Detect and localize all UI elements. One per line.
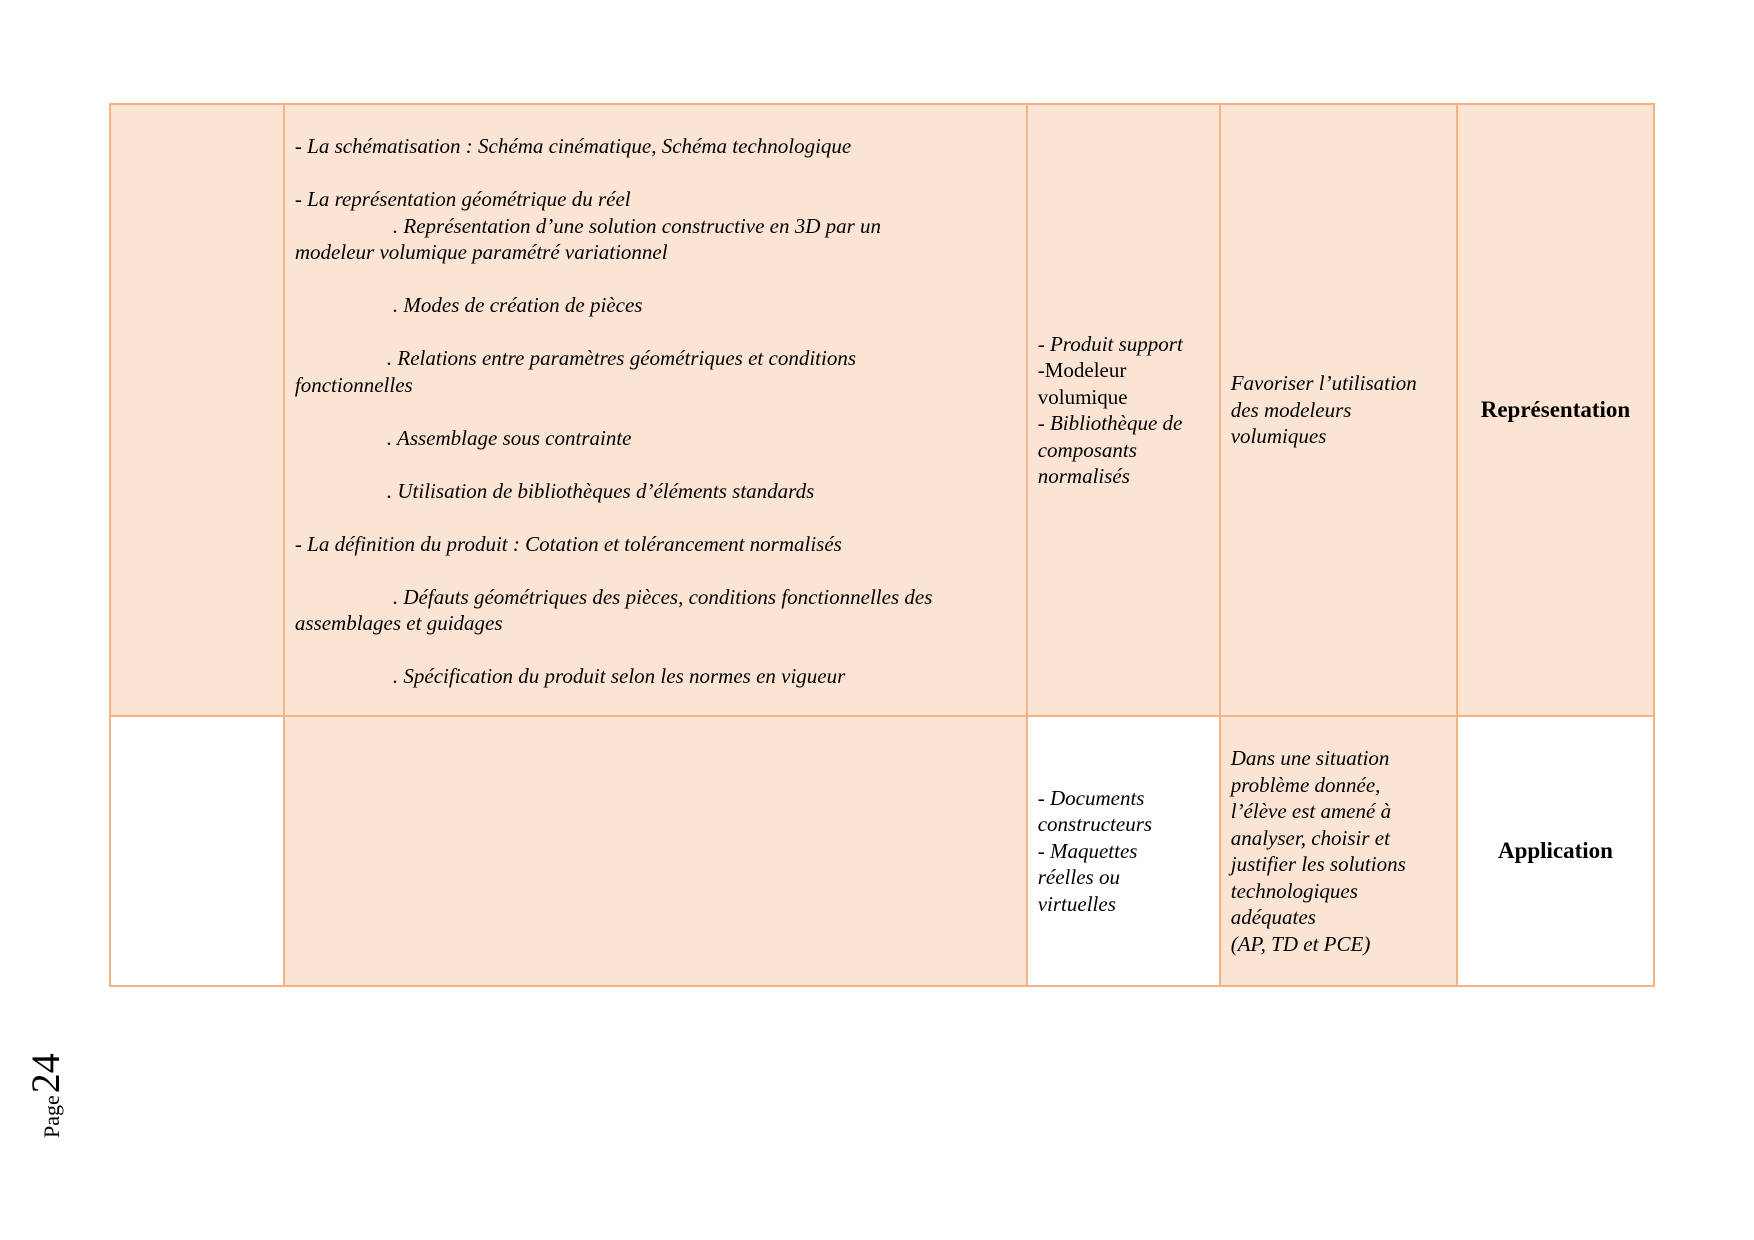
page-word: Page <box>39 1095 64 1138</box>
objective-line: adéquates <box>1230 905 1316 929</box>
competency-table <box>109 103 1655 987</box>
page-number-value: 24 <box>23 1053 68 1094</box>
means-line: -Modeleur <box>1037 358 1127 382</box>
content-line: . Assemblage sous contrainte <box>386 425 632 450</box>
means-line: virtuelles <box>1037 891 1116 916</box>
means-line: - Produit support <box>1037 331 1183 356</box>
means-cell <box>1027 104 1220 716</box>
page-number <box>22 1018 72 1138</box>
content-line: modeleur volumique paramétré variationnel <box>294 240 668 264</box>
objective-line: justifier les solutions <box>1230 852 1406 876</box>
objective-line: technologiques <box>1230 878 1358 903</box>
means-line: normalisés <box>1037 464 1130 488</box>
objective-line: des modeleurs <box>1230 397 1352 422</box>
objective-line: l’élève est amené à <box>1230 799 1392 823</box>
means-line: composants <box>1037 437 1137 462</box>
content-line: - La schématisation : Schéma cinématique, Schéma technologique <box>294 134 852 158</box>
means-line: constructeurs <box>1037 812 1153 837</box>
content-line: . Modes de création de pièces <box>392 293 643 317</box>
content-line: . Défauts géométriques des pièces, conditions fonctionnelles des <box>392 584 933 609</box>
objective-cell <box>1220 716 1457 986</box>
content-cell <box>284 104 1027 716</box>
objective-line: problème donnée, <box>1230 772 1381 797</box>
content-line: - La représentation géométrique du réel <box>294 187 631 211</box>
content-line: . Relations entre paramètres géométriques et conditions <box>386 346 857 370</box>
objective-line: volumiques <box>1230 424 1327 449</box>
phase-cell: Représentation <box>1457 104 1654 716</box>
means-line: - Maquettes <box>1037 838 1138 863</box>
objective-cell <box>1220 104 1457 716</box>
table-row <box>110 104 1654 716</box>
content-line: . Utilisation de bibliothèques d’éléments standards <box>386 478 815 503</box>
objective-line: (AP, TD et PCE) <box>1230 931 1371 956</box>
table-row <box>110 716 1654 986</box>
content-line: fonctionnelles <box>294 372 413 397</box>
means-line: volumique <box>1037 384 1128 409</box>
means-cell <box>1027 716 1220 986</box>
objective-line: Favoriser l’utilisation <box>1230 371 1417 396</box>
content-line: . Représentation d’une solution constructive en 3D par un <box>392 213 882 238</box>
objective-line: Dans une situation <box>1230 746 1390 770</box>
means-line: réelles ou <box>1037 865 1120 890</box>
content-line: assemblages et guidages <box>294 611 503 635</box>
content-list <box>295 133 1016 690</box>
empty-content-cell <box>284 716 1027 986</box>
content-line: - La définition du produit : Cotation et tolérancement normalisés <box>294 531 842 556</box>
content-line: . Spécification du produit selon les normes en vigueur <box>392 664 846 688</box>
means-line: - Documents <box>1037 785 1145 810</box>
empty-cell <box>110 716 284 986</box>
phase-cell: Application <box>1457 716 1654 986</box>
objective-line: analyser, choisir et <box>1230 825 1390 850</box>
empty-cell <box>110 104 284 716</box>
means-line: - Bibliothèque de <box>1037 411 1183 435</box>
